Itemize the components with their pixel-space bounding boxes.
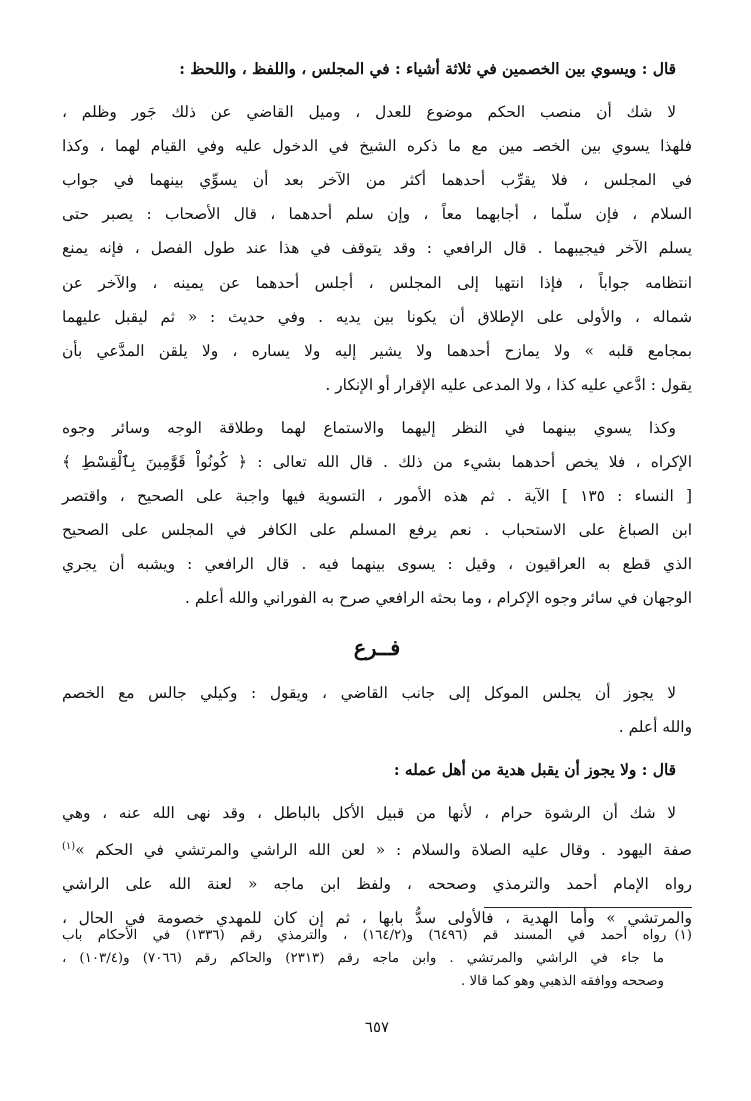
- text-line: ابن الصباغ على الاستحباب . نعم يرفع المسلم على الكافر في المجلس على الصحيح: [62, 521, 692, 540]
- footnote-line: وصححه ووافقه الذهبي وهو كما قالا .: [461, 974, 664, 989]
- book-page: [62, 52, 692, 1052]
- text-line: [62, 830, 692, 867]
- paragraph-branch: [62, 676, 692, 744]
- page-number: ٦٥٧: [364, 1018, 390, 1036]
- text-line: لا يجوز أن يجلس الموكل إلى جانب القاضي ، ويقول : وكيلي جالس مع الخصم: [62, 683, 676, 702]
- text-line: انتظامه جواباً ، فإذا انتهيا إلى المجلس ، أجلس أحدهما عن يمينه ، والآخر عن: [62, 273, 692, 292]
- text-line: يسلم الآخر فيجيبهما . قال الرافعي : وقد يتوقف في هذا عند طول الفصل ، فإنه يمنع: [62, 239, 692, 258]
- text-line: الإكراه ، فلا يخص أحدهما بشيء من ذلك . قال الله تعالى : ﴿ كُونُواْ قَوَّٰمِينَ بِٱلْقِسْطِ ﴾: [62, 453, 692, 472]
- footnote-line: [62, 924, 692, 947]
- text-line: يقول : ادَّعي عليه كذا ، ولا المدعى عليه الإقرار أو الإنكار .: [325, 375, 692, 394]
- text-line: في المجلس ، فلا يقرِّب أحدهما أكثر من الآخر بعد أن يسوِّي بينهما في جواب: [62, 171, 692, 190]
- text-line: والمرتشي » وأما الهدية ، فالأولى سدُّ بابها ، ثم إن كان للمهدي خصومة في الحال ،: [62, 909, 692, 928]
- section-heading-gifts: قال : ولا يجوز أن يقبل هدية من أهل عمله :: [393, 760, 676, 779]
- paragraph-bribery: [62, 796, 692, 936]
- text-line: وكذا يسوي بينهما في النظر إليهما والاستماع لهما وطلاقة الوجه وسائر وجوه: [62, 418, 676, 437]
- footnote-marker: (١): [674, 928, 692, 943]
- text-segment: صفة اليهود . وقال عليه الصلاة والسلام : « لعن الله الراشي والمرتشي في الحكم »: [75, 841, 692, 859]
- text-line: الذي قطع به العراقيون ، وقيل : يسوى بينهما فيه . قال الرافعي : ويشبه أن يجري: [62, 555, 692, 574]
- text-line: لا شك أن الرشوة حرام ، لأنها من قبيل الأكل بالباطل ، وقد نهى الله عنه ، وهي: [62, 803, 676, 822]
- text-line: شماله ، والأولى على الإطلاق أن يكونا بين يديه . وفي حديث : « ثم ليقبل عليهما: [62, 307, 692, 326]
- paragraph-looking-listening: [62, 411, 692, 616]
- text-line: رواه الإمام أحمد والترمذي وصححه ، ولفظ ابن ماجه « لعنة الله على الراشي: [62, 875, 692, 894]
- text-line: فلهذا يسوي بين الخصـ مين مع ما ذكره الشيخ في الدخول عليه وفي القيام لهما ، وكذا: [62, 137, 692, 156]
- footnote-reference: (١): [62, 840, 76, 852]
- text-line: بمجامع قلبه » ولا يمازح أحدهما ولا يشير إليه ولا يساره ، ولا يلقن المدَّعي بأن: [62, 341, 692, 360]
- footnote-separator: [484, 907, 692, 908]
- text-line: الوجهان في سائر وجوه الإكرام ، وما بحثه الرافعي صرح به الفوراني والله أعلم .: [185, 589, 692, 608]
- footnote-text: رواه أحمد في المسند قم (٦٤٩٦) و(١٦٤/٢) ، والترمذي رقم (١٣٣٦) في الأحكام باب: [62, 928, 667, 943]
- footnote-line: ما جاء في الراشي والمرتشي . وابن ماجه رقم (٢٣١٣) والحاكم رقم (٧٠٦٦) و(١٠٣/٤) ،: [62, 951, 665, 966]
- text-line: لا شك أن منصب الحكم موضوع للعدل ، وميل القاضي عن ذلك جَور وظلم ،: [62, 103, 676, 122]
- text-line: [ النساء : ١٣٥ ] الآية . ثم هذه الأمور ، التسوية فيها واجبة على الصحيح ، واقتصر: [62, 487, 692, 506]
- paragraph-equality-judge: [62, 95, 692, 402]
- branch-heading: فــرع: [353, 634, 401, 660]
- text-line: والله أعلم .: [618, 717, 692, 736]
- text-line: السلام ، فإن سلّما ، أجابهما معاً ، وإن سلم أحدهما ، قال الأصحاب : يصبر حتى: [62, 205, 692, 224]
- section-heading-equality: قال : ويسوي بين الخصمين في ثلاثة أشياء : في المجلس ، واللفظ ، واللحظ :: [179, 60, 676, 78]
- footnotes: [62, 924, 692, 993]
